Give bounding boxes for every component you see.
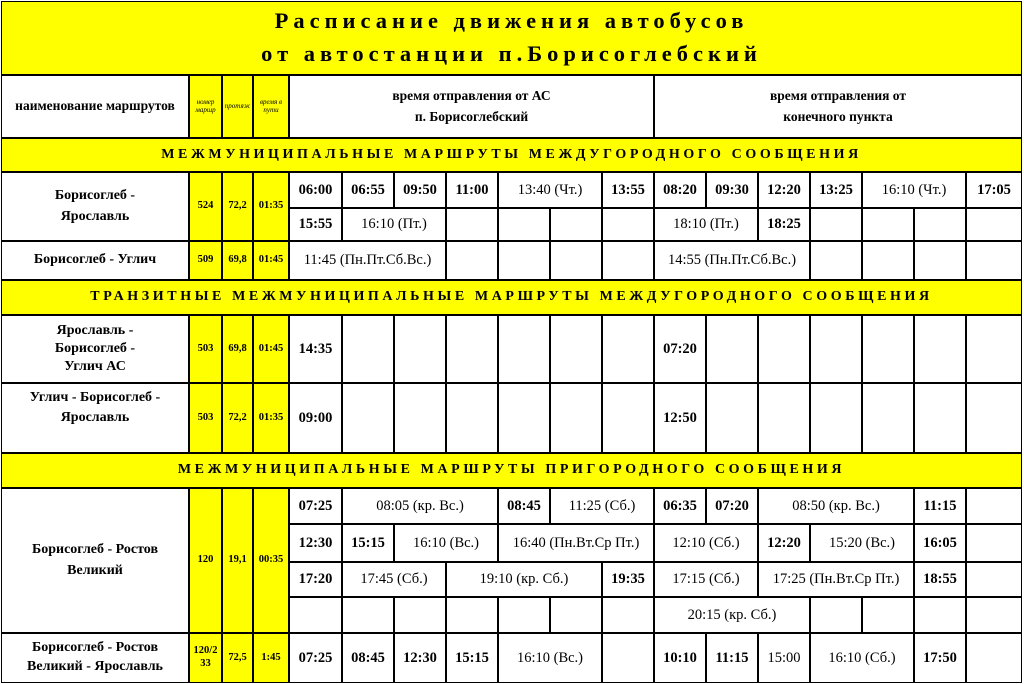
empty-cell (966, 597, 1022, 633)
empty-cell (446, 241, 498, 280)
departure-time: 08:45 (498, 488, 550, 524)
return-time: 17:05 (966, 172, 1022, 208)
title-line-1: Расписание движения автобусов (274, 8, 749, 34)
empty-cell (966, 315, 1022, 383)
header-route-name: наименование маршрутов (1, 75, 189, 138)
empty-cell (446, 315, 498, 383)
empty-cell (966, 383, 1022, 453)
empty-cell (289, 597, 342, 633)
route-name-rostov: Борисоглеб - Ростов Великий (1, 488, 189, 633)
route-name-uglich: Борисоглеб - Углич (1, 241, 189, 280)
distance-rostov: 19,1 (222, 488, 253, 633)
departure-time: 19:35 (602, 562, 654, 597)
empty-cell (342, 383, 394, 453)
travel-time-yaroslavl: 01:35 (253, 172, 289, 241)
return-time: 18:55 (914, 562, 966, 597)
travel-time-rostov: 00:35 (253, 488, 289, 633)
empty-cell (498, 208, 550, 241)
empty-cell (810, 208, 862, 241)
departure-time: 11:25 (Сб.) (550, 488, 654, 524)
return-time: 16:10 (Чт.) (862, 172, 966, 208)
departure-time: 09:50 (394, 172, 446, 208)
route-name-rostov-yaroslavl: Борисоглеб - Ростов Великий - Ярославль (1, 633, 189, 683)
route-name-transit-2: Углич - Борисоглеб - Ярославль (1, 383, 189, 453)
empty-cell (550, 383, 602, 453)
distance-rostov-yaroslavl: 72,5 (222, 633, 253, 683)
departure-time: 15:55 (289, 208, 342, 241)
return-time: 10:10 (654, 633, 706, 683)
return-time: 17:50 (914, 633, 966, 683)
header-departure-from-terminal: время отправления от конечного пункта (654, 75, 1022, 138)
route-number-transit-2: 503 (189, 383, 222, 453)
empty-cell (966, 524, 1022, 562)
empty-cell (394, 383, 446, 453)
empty-cell (862, 383, 914, 453)
departure-time: 15:15 (446, 633, 498, 683)
departure-time: 15:15 (342, 524, 394, 562)
route-number-transit-1: 503 (189, 315, 222, 383)
distance-transit-2: 72,2 (222, 383, 253, 453)
departure-time: 07:25 (289, 633, 342, 683)
route-number-rostov-yaroslavl: 120/233 (189, 633, 222, 683)
travel-time-rostov-yaroslavl: 1:45 (253, 633, 289, 683)
title-line-2: от автостанции п.Борисоглебский (261, 41, 762, 66)
return-time: 18:25 (758, 208, 810, 241)
departure-time: 12:30 (394, 633, 446, 683)
return-time: 14:55 (Пн.Пт.Сб.Вс.) (654, 241, 810, 280)
return-time: 08:50 (кр. Вс.) (758, 488, 914, 524)
empty-cell (966, 208, 1022, 241)
departure-time: 16:10 (Вс.) (394, 524, 498, 562)
empty-cell (394, 597, 446, 633)
return-time: 07:20 (706, 488, 758, 524)
empty-cell (810, 597, 862, 633)
departure-time: 08:05 (кр. Вс.) (342, 488, 498, 524)
return-time: 09:30 (706, 172, 758, 208)
return-time: 11:15 (706, 633, 758, 683)
return-time: 13:25 (810, 172, 862, 208)
header-route-number: номер маршр (189, 75, 222, 138)
empty-cell (914, 597, 966, 633)
empty-cell (602, 383, 654, 453)
route-number-uglich: 509 (189, 241, 222, 280)
return-time: 11:15 (914, 488, 966, 524)
empty-cell (966, 562, 1022, 597)
empty-cell (498, 241, 550, 280)
empty-cell (862, 241, 914, 280)
travel-time-transit-1: 01:45 (253, 315, 289, 383)
empty-cell (862, 597, 914, 633)
empty-cell (966, 241, 1022, 280)
header-departure-from-station: время отправления от АС п. Борисоглебский (289, 75, 654, 138)
departure-time: 17:20 (289, 562, 342, 597)
route-number-rostov: 120 (189, 488, 222, 633)
return-time: 15:20 (Вс.) (810, 524, 914, 562)
empty-cell (810, 315, 862, 383)
route-name-transit-1: Ярославль - Борисоглеб - Углич АС (1, 315, 189, 383)
travel-time-transit-2: 01:35 (253, 383, 289, 453)
empty-cell (810, 241, 862, 280)
empty-cell (602, 208, 654, 241)
return-time: 20:15 (кр. Сб.) (654, 597, 810, 633)
empty-cell (342, 315, 394, 383)
empty-cell (446, 597, 498, 633)
empty-cell (966, 488, 1022, 524)
empty-cell (550, 597, 602, 633)
empty-cell (914, 241, 966, 280)
empty-cell (862, 315, 914, 383)
departure-time: 17:45 (Сб.) (342, 562, 446, 597)
empty-cell (498, 597, 550, 633)
empty-cell (706, 315, 758, 383)
empty-cell (914, 315, 966, 383)
empty-cell (498, 315, 550, 383)
return-time: 12:10 (Сб.) (654, 524, 758, 562)
return-time: 08:20 (654, 172, 706, 208)
return-time: 16:05 (914, 524, 966, 562)
empty-cell (498, 383, 550, 453)
departure-time: 09:00 (289, 383, 342, 453)
departure-time: 07:25 (289, 488, 342, 524)
return-time: 12:20 (758, 524, 810, 562)
section-suburban: МЕЖМУНИЦИПАЛЬНЫЕ МАРШРУТЫ ПРИГОРОДНОГО СООБЩЕНИЯ (1, 453, 1022, 488)
distance-transit-1: 69,8 (222, 315, 253, 383)
return-time: 06:35 (654, 488, 706, 524)
distance-yaroslavl: 72,2 (222, 172, 253, 241)
departure-time: 13:40 (Чт.) (498, 172, 602, 208)
distance-uglich: 69,8 (222, 241, 253, 280)
empty-cell (602, 633, 654, 683)
empty-cell (550, 315, 602, 383)
return-time: 12:50 (654, 383, 706, 453)
empty-cell (550, 241, 602, 280)
empty-cell (342, 597, 394, 633)
departure-time: 16:40 (Пн.Вт.Ср Пт.) (498, 524, 654, 562)
empty-cell (394, 315, 446, 383)
empty-cell (602, 315, 654, 383)
travel-time-uglich: 01:45 (253, 241, 289, 280)
departure-time: 12:30 (289, 524, 342, 562)
route-number-yaroslavl: 524 (189, 172, 222, 241)
empty-cell (810, 383, 862, 453)
header-travel-time: время в пути (253, 75, 289, 138)
return-time: 16:10 (Сб.) (810, 633, 914, 683)
header-distance: протяж (222, 75, 253, 138)
return-time: 12:20 (758, 172, 810, 208)
return-time: 18:10 (Пт.) (654, 208, 758, 241)
empty-cell (862, 208, 914, 241)
empty-cell (602, 241, 654, 280)
empty-cell (706, 383, 758, 453)
empty-cell (602, 597, 654, 633)
empty-cell (758, 315, 810, 383)
empty-cell (446, 383, 498, 453)
departure-time: 06:55 (342, 172, 394, 208)
departure-time: 08:45 (342, 633, 394, 683)
departure-time: 13:55 (602, 172, 654, 208)
section-transit: ТРАНЗИТНЫЕ МЕЖМУНИЦИПАЛЬНЫЕ МАРШРУТЫ МЕЖДУГОРОДНОГО СООБЩЕНИЯ (1, 280, 1022, 315)
empty-cell (914, 208, 966, 241)
route-name-yaroslavl: Борисоглеб - Ярославль (1, 172, 189, 241)
section-intercity: МЕЖМУНИЦИПАЛЬНЫЕ МАРШРУТЫ МЕЖДУГОРОДНОГО СООБЩЕНИЯ (1, 138, 1022, 172)
empty-cell (758, 383, 810, 453)
departure-time: 16:10 (Пт.) (342, 208, 446, 241)
departure-time: 16:10 (Вс.) (498, 633, 602, 683)
empty-cell (550, 208, 602, 241)
departure-time: 14:35 (289, 315, 342, 383)
return-time: 07:20 (654, 315, 706, 383)
return-time: 17:15 (Сб.) (654, 562, 758, 597)
empty-cell (914, 383, 966, 453)
empty-cell (446, 208, 498, 241)
departure-time: 11:00 (446, 172, 498, 208)
schedule-title (1, 1, 1022, 75)
return-time: 15:00 (758, 633, 810, 683)
return-time: 17:25 (Пн.Вт.Ср Пт.) (758, 562, 914, 597)
departure-time: 19:10 (кр. Сб.) (446, 562, 602, 597)
departure-time: 06:00 (289, 172, 342, 208)
departure-time: 11:45 (Пн.Пт.Сб.Вс.) (289, 241, 446, 280)
empty-cell (966, 633, 1022, 683)
